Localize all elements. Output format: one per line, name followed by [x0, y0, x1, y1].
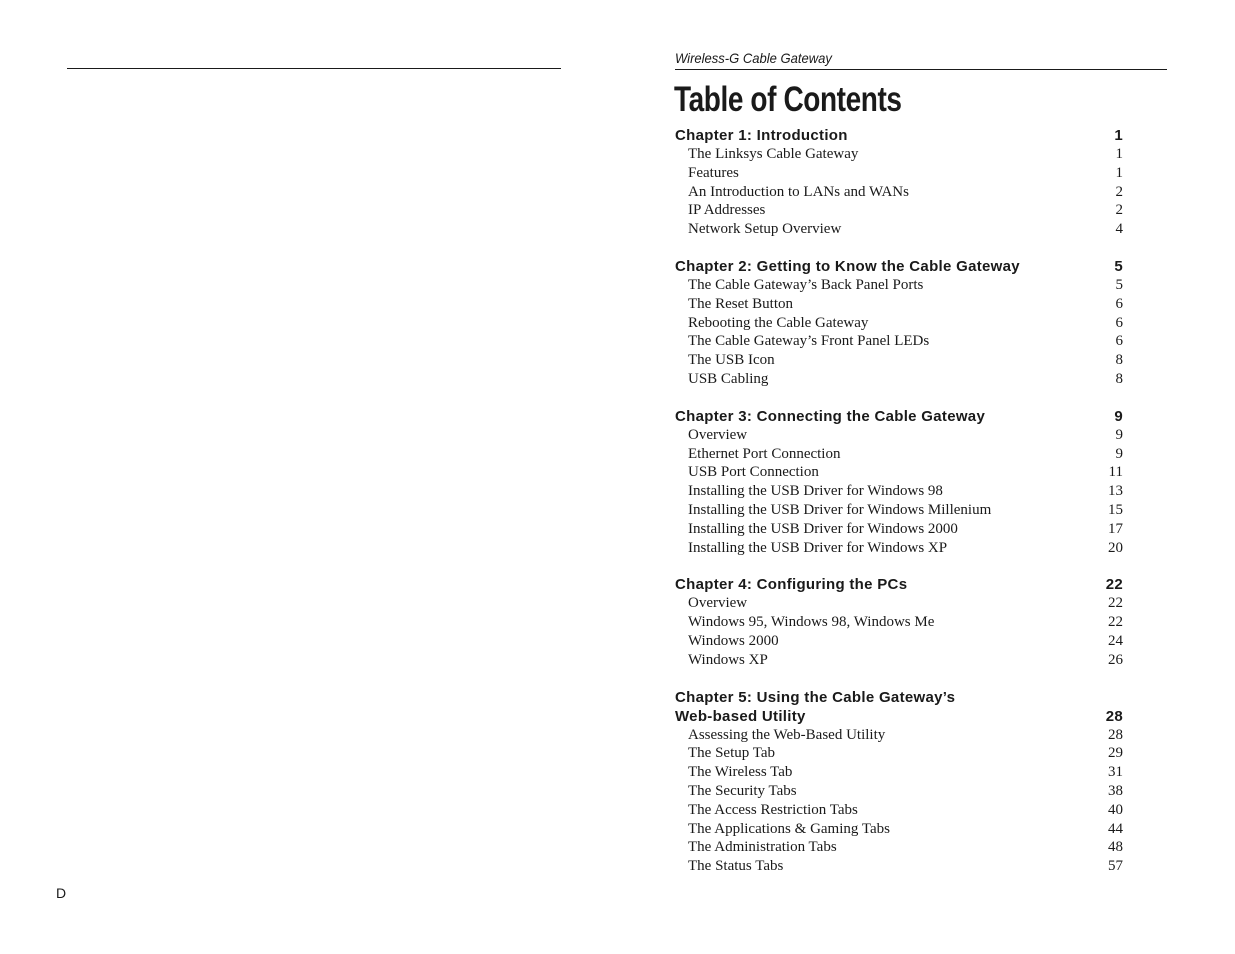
chapter-heading — [675, 688, 1123, 726]
chapter-heading — [675, 407, 1123, 426]
toc-entry-title: Installing the USB Driver for Windows XP — [688, 539, 948, 556]
chapter-title-line: Chapter 2: Getting to Know the Cable Gateway — [675, 257, 1020, 275]
toc-entry — [675, 726, 1123, 745]
toc-entry — [675, 183, 1123, 202]
toc-entry-page: 26 — [1108, 651, 1123, 668]
toc-entry — [675, 763, 1123, 782]
toc-entry-page: 22 — [1108, 614, 1123, 631]
toc-entry-page: 24 — [1108, 632, 1123, 649]
toc-entry — [675, 801, 1123, 820]
chapter-page-number: 22 — [1105, 576, 1123, 594]
toc-entry-title: Overview — [688, 595, 748, 612]
toc-entry-page: 28 — [1108, 726, 1123, 743]
toc-entry-title: Network Setup Overview — [688, 221, 842, 238]
toc-chapter — [675, 257, 1123, 389]
toc-chapter — [675, 575, 1123, 669]
toc-entry-title: The Administration Tabs — [688, 839, 837, 856]
toc-entry — [675, 426, 1123, 445]
toc-entry-page: 6 — [1115, 295, 1123, 312]
toc-entry — [675, 782, 1123, 801]
toc-entry — [675, 145, 1123, 164]
toc-entry-page: 57 — [1108, 858, 1123, 875]
chapter-heading — [675, 575, 1123, 594]
chapter-title-line: Chapter 3: Connecting the Cable Gateway — [675, 407, 986, 425]
toc-entry — [675, 351, 1123, 370]
toc-entry-page: 2 — [1115, 202, 1123, 219]
toc-entry — [675, 201, 1123, 220]
toc-entry — [675, 744, 1123, 763]
toc-entry-title: Windows 95, Windows 98, Windows Me — [688, 614, 935, 631]
toc-entry — [675, 314, 1123, 333]
toc-entry — [675, 332, 1123, 351]
toc-entry — [675, 857, 1123, 876]
toc-entry-page: 17 — [1108, 520, 1123, 537]
chapter-page-number: 28 — [1105, 707, 1123, 725]
chapter-title — [675, 688, 955, 726]
toc-entry-title: The Applications & Gaming Tabs — [688, 820, 890, 837]
toc-entry — [675, 651, 1123, 670]
toc-entry-page: 6 — [1115, 333, 1123, 350]
toc-entry-title: Rebooting the Cable Gateway — [688, 314, 869, 331]
toc-entry-title: The USB Icon — [688, 352, 775, 369]
chapter-heading — [675, 257, 1123, 276]
toc-entry-title: The Cable Gateway’s Front Panel LEDs — [688, 333, 930, 350]
chapter-page-number: 5 — [1114, 257, 1123, 275]
toc-entry — [675, 445, 1123, 464]
toc-entry — [675, 539, 1123, 558]
toc-entry-title: The Setup Tab — [688, 745, 775, 762]
toc-entry-title: Installing the USB Driver for Windows 2000 — [688, 520, 958, 537]
toc-entry-page: 5 — [1115, 276, 1123, 293]
chapter-title — [675, 257, 1020, 276]
page-folio: D — [56, 885, 67, 901]
chapter-title-line: Chapter 4: Configuring the PCs — [675, 576, 908, 594]
chapter-title — [675, 126, 848, 145]
toc-entry-page: 6 — [1115, 314, 1123, 331]
toc-entry-page: 31 — [1108, 764, 1123, 781]
toc-entry-title: Installing the USB Driver for Windows Millenium — [688, 501, 992, 518]
toc-entry — [675, 594, 1123, 613]
toc-entry — [675, 838, 1123, 857]
toc-entry-page: 20 — [1108, 539, 1123, 556]
toc-entry-page: 15 — [1108, 501, 1123, 518]
toc-entry-title: Installing the USB Driver for Windows 98 — [688, 483, 943, 500]
toc-entry-title: USB Cabling — [688, 370, 769, 387]
page-title: Table of Contents — [674, 80, 902, 119]
toc-entry — [675, 820, 1123, 839]
toc-entry — [675, 370, 1123, 389]
chapter-title — [675, 407, 985, 426]
toc-entry-page: 2 — [1115, 183, 1123, 200]
toc-entry — [675, 276, 1123, 295]
toc-entry-page: 9 — [1115, 426, 1123, 443]
toc-entry — [675, 482, 1123, 501]
toc-entry — [675, 632, 1123, 651]
toc-entry-page: 48 — [1108, 839, 1123, 856]
chapter-title-line: Chapter 5: Using the Cable Gateway’s — [675, 688, 956, 706]
chapter-title — [675, 575, 907, 594]
toc-entry-page: 22 — [1108, 595, 1123, 612]
toc-entry-title: The Cable Gateway’s Back Panel Ports — [688, 276, 924, 293]
toc-entry — [675, 220, 1123, 239]
toc-entry-page: 9 — [1115, 445, 1123, 462]
toc-entry-title: Windows 2000 — [688, 632, 779, 649]
toc-entry — [675, 501, 1123, 520]
toc-entry-title: The Wireless Tab — [688, 764, 793, 781]
running-head: Wireless-G Cable Gateway — [675, 50, 832, 66]
toc-chapter — [675, 126, 1123, 239]
toc-entry-title: Ethernet Port Connection — [688, 445, 841, 462]
toc-chapter — [675, 407, 1123, 558]
toc-entry-title: The Status Tabs — [688, 858, 784, 875]
toc-entry-page: 8 — [1115, 370, 1123, 387]
chapter-page-number: 9 — [1114, 407, 1123, 425]
toc-entry-page: 38 — [1108, 782, 1123, 799]
toc-entry-title: Windows XP — [688, 651, 768, 668]
toc-entry-title: IP Addresses — [688, 202, 766, 219]
chapter-page-number: 1 — [1114, 127, 1123, 144]
toc-entry-title: The Access Restriction Tabs — [688, 801, 858, 818]
toc-entry-title: The Security Tabs — [688, 782, 797, 799]
right-page-rule — [675, 69, 1167, 70]
toc-entry-page: 4 — [1115, 221, 1123, 238]
table-of-contents — [675, 126, 1123, 876]
toc-entry-title: Assessing the Web-Based Utility — [688, 726, 886, 743]
toc-entry-page: 8 — [1115, 352, 1123, 369]
left-page-rule — [67, 68, 561, 69]
toc-chapter — [675, 688, 1123, 876]
toc-entry-page: 1 — [1115, 146, 1123, 162]
chapter-heading — [675, 126, 1123, 145]
toc-entry-title: Overview — [688, 426, 748, 443]
toc-entry-title: An Introduction to LANs and WANs — [688, 183, 909, 200]
toc-entry — [675, 295, 1123, 314]
chapter-title-line: Web-based Utility — [675, 707, 806, 725]
toc-entry-title: The Linksys Cable Gateway — [688, 146, 859, 162]
toc-entry-page: 44 — [1108, 820, 1123, 837]
toc-entry — [675, 164, 1123, 183]
toc-entry — [675, 463, 1123, 482]
toc-entry-page: 11 — [1108, 464, 1123, 481]
toc-entry-page: 1 — [1115, 164, 1123, 181]
toc-entry-title: USB Port Connection — [688, 464, 819, 481]
toc-entry-page: 40 — [1108, 801, 1123, 818]
chapter-title-line: Chapter 1: Introduction — [675, 127, 848, 144]
toc-entry-page: 13 — [1108, 483, 1123, 500]
toc-entry-title: Features — [688, 164, 739, 181]
toc-entry — [675, 613, 1123, 632]
toc-entry-page: 29 — [1108, 745, 1123, 762]
toc-entry-title: The Reset Button — [688, 295, 793, 312]
toc-entry — [675, 520, 1123, 539]
